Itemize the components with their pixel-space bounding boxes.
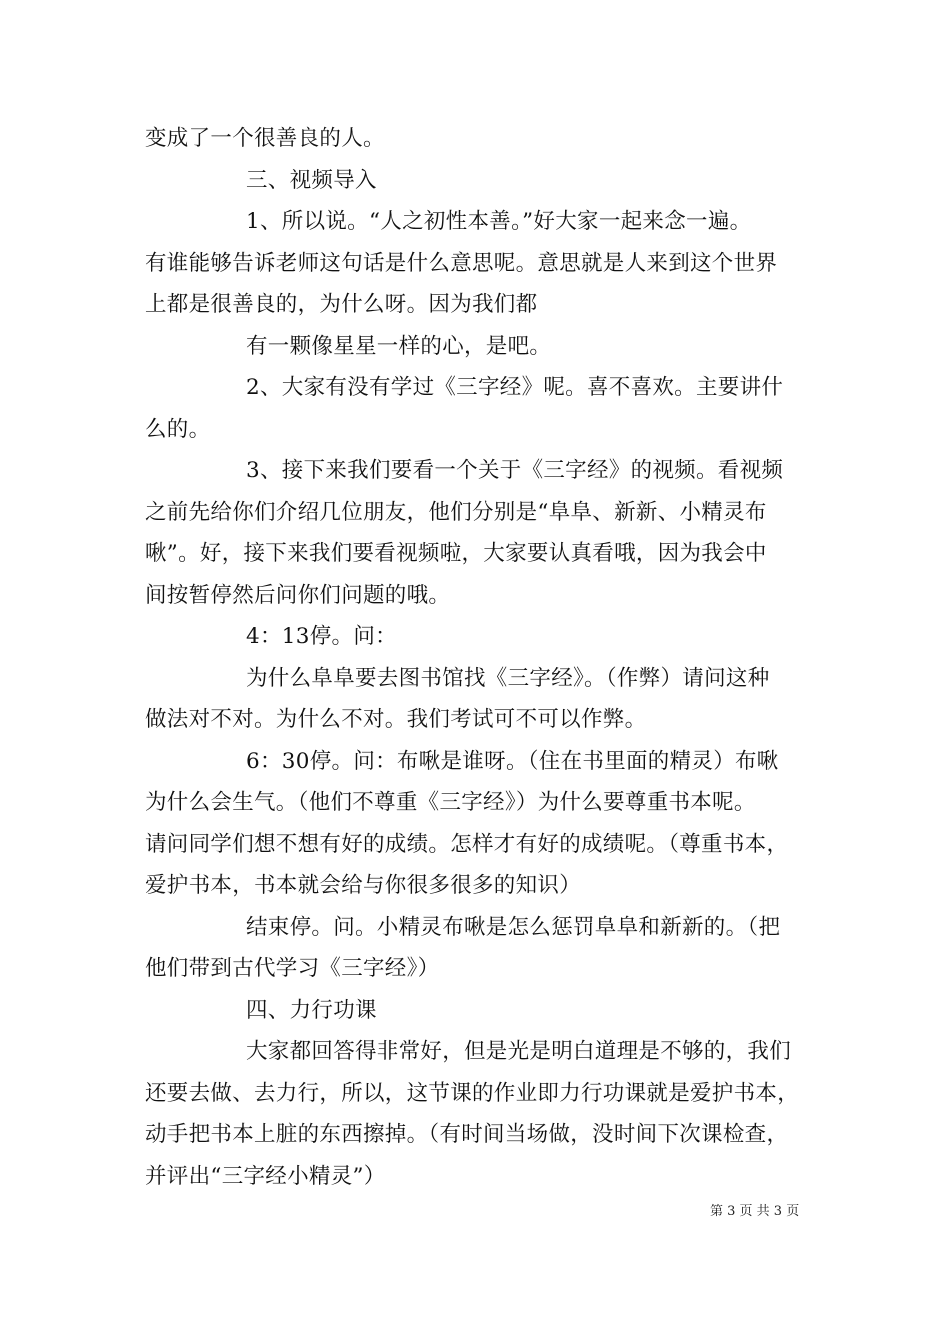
text-line: 爱护书本，书本就会给与你很多很多的知识） xyxy=(145,873,582,898)
text-line: 1、所以说。“人之初性本善。”好大家一起来念一遍。 xyxy=(246,209,752,234)
text-line: 为什么阜阜要去图书馆找《三字经》。（作弊）请问这种 xyxy=(246,665,770,691)
text-line: 间按暂停然后问你们问题的哦。 xyxy=(145,582,451,608)
text-line: 四、力行功课 xyxy=(246,997,377,1023)
text-line: 4：13停。问： xyxy=(246,624,397,649)
text-line: 有谁能够告诉老师这句话是什么意思呢。意思就是人来到这个世界 xyxy=(145,250,778,276)
text-line: 还要去做、去力行，所以，这节课的作业即力行功课就是爱护书本， xyxy=(145,1080,800,1106)
text-line: 上都是很善良的，为什么呀。因为我们都 xyxy=(145,292,538,317)
text-line: 6：30停。问：布啾是谁呀。（住在书里面的精灵）布啾 xyxy=(246,748,779,774)
text-line: 做法对不对。为什么不对。我们考试可不可以作弊。 xyxy=(145,707,647,732)
page-number-footer: 第 3 页 共 3 页 xyxy=(710,1204,800,1219)
text-line: 么的。 xyxy=(145,416,211,442)
text-line: 3、接下来我们要看一个关于《三字经》的视频。看视频 xyxy=(246,458,784,483)
text-line: 他们带到古代学习《三字经》） xyxy=(145,956,440,981)
text-line: 大家都回答得非常好，但是光是明白道理是不够的，我们 xyxy=(246,1039,792,1064)
text-line: 之前先给你们介绍几位朋友，他们分别是“阜阜、新新、小精灵布 xyxy=(145,499,767,525)
text-line: 动手把书本上脏的东西擦掉。（有时间当场做，没时间下次课检查， xyxy=(145,1122,789,1147)
text-line: 2、大家有没有学过《三字经》呢。喜不喜欢。主要讲什 xyxy=(246,375,784,400)
document-body xyxy=(145,118,810,1197)
text-line: 有一颗像星星一样的心，是吧。 xyxy=(246,333,552,359)
text-line: 啾”。好，接下来我们要看视频啦，大家要认真看哦，因为我会中 xyxy=(145,541,767,566)
text-line: 变成了一个很善良的人。 xyxy=(145,126,385,151)
text-line: 结束停。问。小精灵布啾是怎么惩罚阜阜和新新的。（把 xyxy=(246,914,781,940)
text-line: 三、视频导入 xyxy=(246,167,377,193)
text-line: 为什么会生气。（他们不尊重《三字经》）为什么要尊重书本呢。 xyxy=(145,790,756,815)
text-line: 并评出“三字经小精灵”） xyxy=(145,1163,386,1189)
text-line: 请问同学们想不想有好的成绩。怎样才有好的成绩呢。（尊重书本， xyxy=(145,831,789,857)
